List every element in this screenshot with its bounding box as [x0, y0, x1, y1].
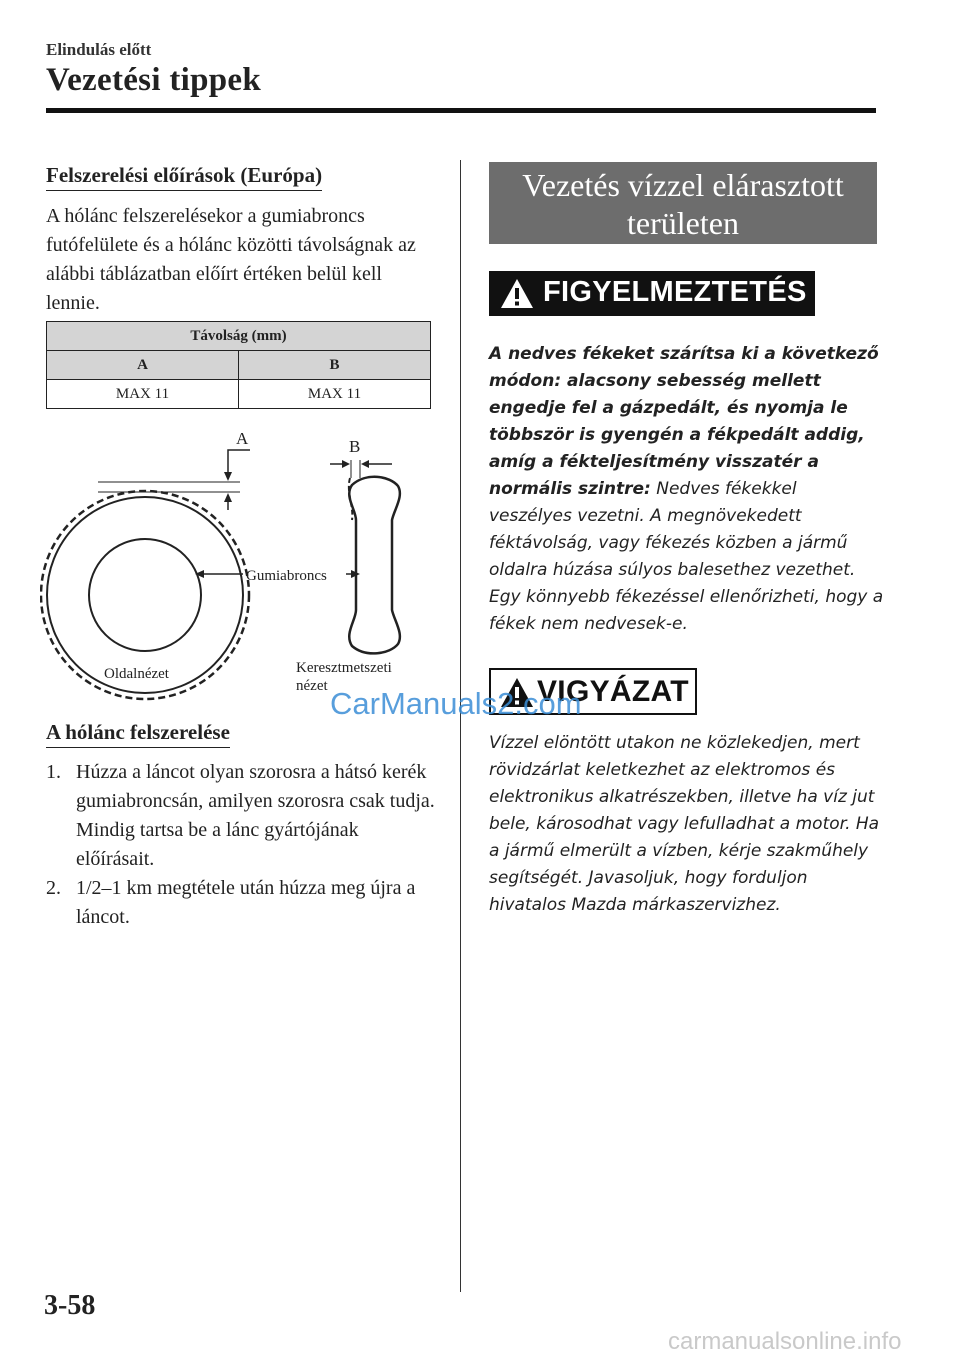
warning-badge: [489, 271, 815, 316]
dim-a-arrow-bottom: [224, 493, 232, 502]
step-number: 2.: [46, 877, 61, 899]
section-heading-installation-specs: Felszerelési előírások (Európa): [46, 163, 322, 191]
dim-a-leader: [228, 450, 250, 478]
step-text: 1/2–1 km megtétele után húzza meg újra a láncot.: [76, 877, 416, 928]
column-divider: [460, 160, 461, 1292]
dim-b-label: B: [349, 437, 361, 456]
table-col-a: A: [47, 351, 239, 380]
header-rule: [46, 108, 876, 113]
footer-site: carmanualsonline.info: [668, 1328, 902, 1355]
tire-label: Gumiabroncs: [246, 568, 327, 584]
section-heading-chain-fitting: A hólánc felszerelése: [46, 720, 230, 748]
steps-list: [46, 758, 436, 932]
list-item: [46, 874, 436, 932]
dim-b-arrow-right: [361, 460, 369, 468]
warning-bold-text: A nedves fékeket szárítsa ki a következő módon: alacsony sebesség mellett engedje fel a gázpedált, és nyomja le többször is gyengén a fékpedált addig, amíg a fékteljesítmény visszatér a normális szintre:: [489, 344, 879, 499]
dim-b-arrow-left: [342, 460, 350, 468]
cross-section-label-2: nézet: [296, 678, 328, 694]
warning-icon: [499, 277, 535, 310]
step-number: 1.: [46, 761, 61, 783]
tire-chain-diagram: [40, 420, 440, 705]
step-text: Húzza a láncot olyan szorosra a hátsó kerék gumiabroncsán, amilyen szorosra csak tudja. Mindig tartsa be a lánc gyártójának előírásait.: [76, 761, 435, 870]
section-body-installation-specs: A hólánc felszerelésekor a gumiabroncs futófelülete és a hólánc közötti távolságnak az alábbi táblázatban előírt értéken belül kell lennie.: [46, 205, 416, 314]
caution-text: Vízzel elöntött utakon ne közlekedjen, mert rövidzárlat keletkezhet az elektromos és elektronikus alkatrészekben, illetve ha víz jut bele, károsodhat vagy lefulladhat a motor. Ha a jármű elmerült a vízben, kérje szakműhely segítségét. Javasoljuk, hogy forduljon hivatalos Mazda márkaszervizhez.: [489, 733, 880, 915]
clearance-table: [46, 321, 431, 409]
table-title: Távolság (mm): [47, 322, 431, 351]
table-value-a: MAX 11: [47, 380, 239, 409]
dim-a-arrow-top: [224, 472, 232, 481]
breadcrumb: Elindulás előtt: [46, 40, 152, 59]
warning-label: FIGYELMEZTETÉS: [543, 276, 807, 308]
side-view-label: Oldalnézet: [104, 666, 169, 682]
banner-line-2: területen: [627, 205, 739, 241]
table-value-b: MAX 11: [239, 380, 431, 409]
warning-text: [489, 341, 884, 638]
page-number: 3-58: [44, 1290, 96, 1321]
section-banner: [489, 162, 877, 244]
banner-line-1: Vezetés vízzel elárasztott: [522, 167, 844, 203]
cross-section-label-1: Keresztmetszeti: [296, 660, 392, 676]
page-title: Vezetési tippek: [46, 62, 262, 98]
dim-a-label: A: [236, 429, 249, 448]
list-item: [46, 758, 436, 874]
tire-rim-circle: [89, 539, 201, 651]
watermark: CarManuals2.com: [330, 686, 582, 721]
tire-cross-section: [349, 477, 400, 654]
warning-body-text: Nedves fékekkel veszélyes vezetni. A megnövekedett féktávolság, vagy fékezés közben a jármű oldalra húzása súlyos balesethez vezethet. Egy könnyebb fékezéssel ellenőrizheti, hogy a fékek nem nedvesek-e.: [489, 479, 884, 634]
caution-label: VIGYÁZAT: [537, 675, 689, 708]
table-col-b: B: [239, 351, 431, 380]
tire-outer-circle: [47, 497, 243, 693]
